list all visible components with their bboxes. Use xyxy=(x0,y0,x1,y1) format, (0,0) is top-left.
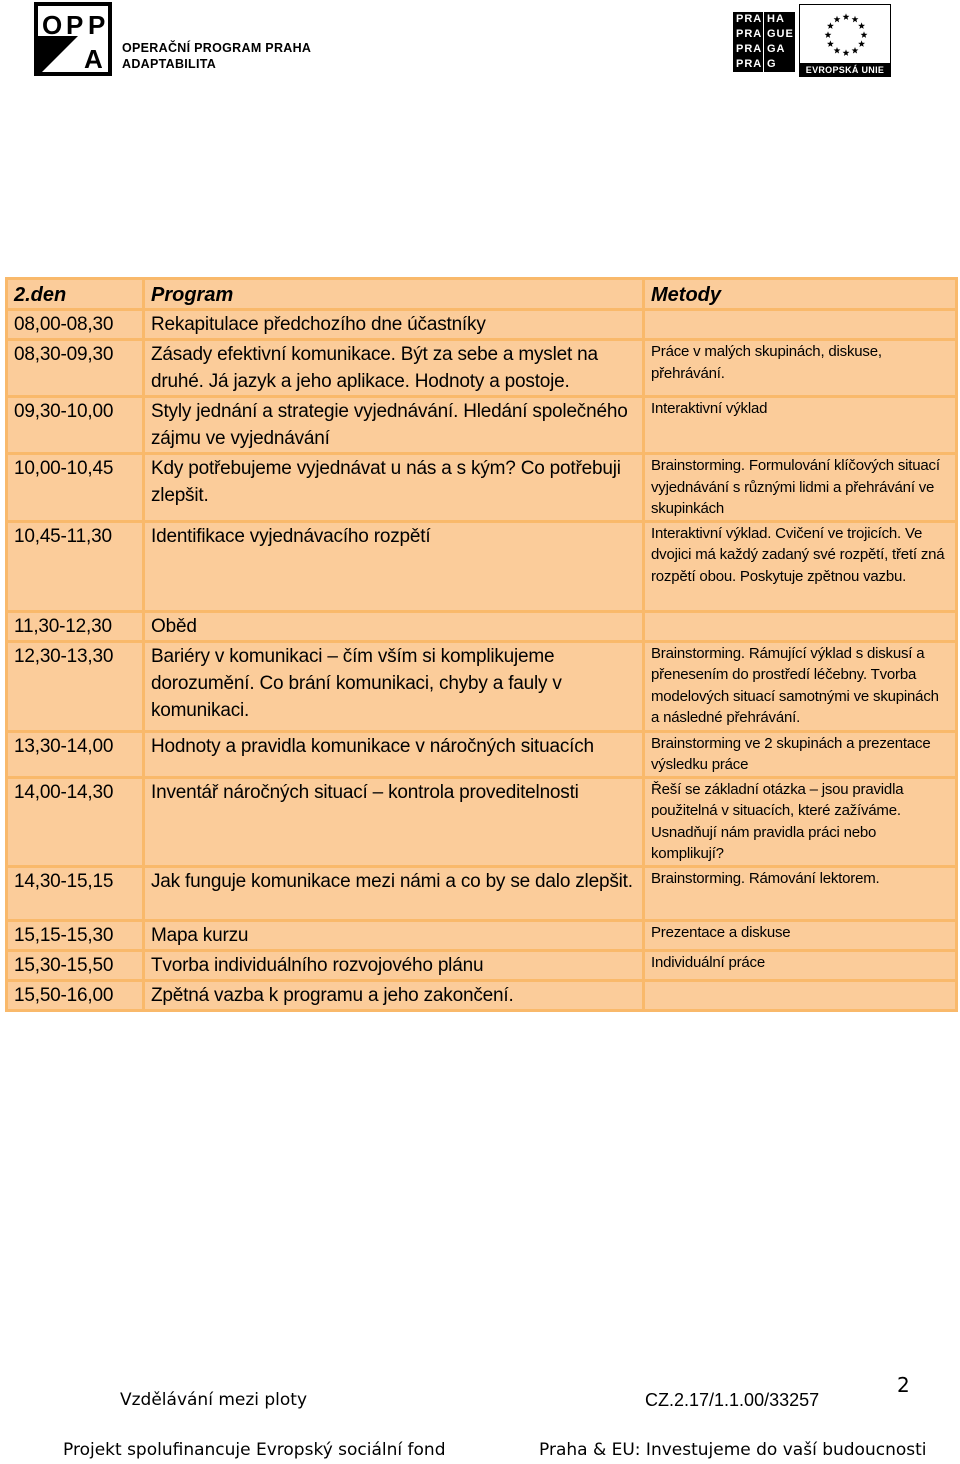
eu-star-icon xyxy=(827,40,834,47)
opp-logo-mark xyxy=(34,2,112,76)
schedule-program: Tvorba individuálního rozvojového plánu xyxy=(144,950,644,980)
opp-logo-triangle xyxy=(38,36,78,76)
opp-logo-letter: O xyxy=(42,10,64,40)
praha-logo-cell: HA xyxy=(767,13,785,25)
praha-logo-cell: GA xyxy=(767,43,786,55)
schedule-time: 10,00-10,45 xyxy=(7,454,144,522)
eu-label: EVROPSKÁ UNIE xyxy=(799,64,891,77)
schedule-program: Mapa kurzu xyxy=(144,920,644,950)
praha-logo xyxy=(733,12,795,72)
opp-logo-line2: ADAPTABILITA xyxy=(122,57,217,71)
schedule-row xyxy=(7,397,957,454)
opp-logo-line1: OPERAČNÍ PROGRAM PRAHA xyxy=(122,41,312,55)
schedule-method xyxy=(644,980,957,1010)
schedule-method xyxy=(644,310,957,340)
schedule-time: 14,00-14,30 xyxy=(7,777,144,866)
schedule-program: Bariéry v komunikaci – čím vším si komplikujeme dorozumění. Co brání komunikaci, chyby a fauly v komunikaci. xyxy=(144,641,644,731)
schedule-program: Rekapitulace předchozího dne účastníky xyxy=(144,310,644,340)
footer-project-code: CZ.2.17/1.1.00/33257 xyxy=(645,1390,820,1410)
header-methods: Metody xyxy=(644,279,957,310)
schedule-method: Řeší se základní otázka – jsou pravidla použitelná v situacích, které zažíváme. Usnadňují nám pravidla práci nebo komplikují? xyxy=(644,777,957,866)
schedule-row xyxy=(7,340,957,397)
schedule-method: Interaktivní výklad. Cvičení ve trojicích. Ve dvojici má každý zadaný své rozpětí, třetí zná rozpětí obou. Poskytuje zpětnou vazbu. xyxy=(644,521,957,611)
eu-logo xyxy=(799,4,891,76)
eu-stars-icon xyxy=(800,5,892,65)
schedule-time: 14,30-15,15 xyxy=(7,866,144,920)
praha-logo-cell: PRA xyxy=(736,13,763,25)
schedule-header-row xyxy=(7,279,957,310)
schedule-method: Práce v malých skupinách, diskuse, přehrávání. xyxy=(644,340,957,397)
schedule-program: Zpětná vazba k programu a jeho zakončení. xyxy=(144,980,644,1010)
eu-star-icon xyxy=(852,47,859,54)
eu-flag xyxy=(799,4,891,64)
eu-star-icon xyxy=(843,49,850,56)
schedule-time: 10,45-11,30 xyxy=(7,521,144,611)
page-number: 2 xyxy=(897,1373,910,1397)
praha-logo-row xyxy=(733,57,795,72)
schedule-row xyxy=(7,920,957,950)
opp-logo-letter: P xyxy=(66,10,85,40)
schedule-time: 12,30-13,30 xyxy=(7,641,144,731)
opp-logo-letter: P xyxy=(88,10,107,40)
schedule-method xyxy=(644,611,957,641)
schedule-program: Styly jednání a strategie vyjednávání. Hledání společného zájmu ve vyjednávání xyxy=(144,397,644,454)
praha-logo-cell: PRA xyxy=(736,58,763,70)
header-program: Program xyxy=(144,279,644,310)
eu-star-icon xyxy=(861,31,868,38)
schedule-time: 11,30-12,30 xyxy=(7,611,144,641)
opp-logo-letter: A xyxy=(84,44,104,74)
schedule-row xyxy=(7,950,957,980)
schedule-row xyxy=(7,777,957,866)
eu-star-icon xyxy=(843,13,850,20)
schedule-program: Inventář náročných situací – kontrola proveditelnosti xyxy=(144,777,644,866)
footer-cofinancing: Projekt spolufinancuje Evropský sociální fond xyxy=(63,1440,446,1460)
praha-logo-row xyxy=(733,27,795,42)
header-day: 2.den xyxy=(7,279,144,310)
schedule-row xyxy=(7,866,957,920)
schedule-row xyxy=(7,731,957,777)
schedule-row xyxy=(7,310,957,340)
eu-star-icon xyxy=(825,31,832,38)
schedule-program: Jak funguje komunikace mezi námi a co by se dalo zlepšit. xyxy=(144,866,644,920)
schedule-program: Zásady efektivní komunikace. Být za sebe a myslet na druhé. Já jazyk a jeho aplikace. Hodnoty a postoje. xyxy=(144,340,644,397)
schedule-row xyxy=(7,980,957,1010)
praha-logo-cell: GUE xyxy=(767,28,794,40)
schedule-table xyxy=(5,277,958,1012)
praha-logo-cell: G xyxy=(767,58,777,70)
schedule-program: Oběd xyxy=(144,611,644,641)
schedule-program: Identifikace vyjednávacího rozpětí xyxy=(144,521,644,611)
schedule-method: Individuální práce xyxy=(644,950,957,980)
schedule-program: Hodnoty a pravidla komunikace v náročných situacích xyxy=(144,731,644,777)
praha-logo-cell: PRA xyxy=(736,43,763,55)
schedule-row xyxy=(7,611,957,641)
footer-slogan: Praha & EU: Investujeme do vaší budoucnosti xyxy=(539,1440,927,1460)
schedule-method: Brainstorming. Rámování lektorem. xyxy=(644,866,957,920)
eu-star-icon xyxy=(852,16,859,23)
footer-project-name: Vzdělávání mezi ploty xyxy=(120,1390,308,1410)
schedule-program: Kdy potřebujeme vyjednávat u nás a s kým? Co potřebuji zlepšit. xyxy=(144,454,644,522)
eu-star-icon xyxy=(858,22,865,29)
opp-adaptabilita-logo xyxy=(34,2,324,82)
schedule-method: Prezentace a diskuse xyxy=(644,920,957,950)
praha-logo-cell: PRA xyxy=(736,28,763,40)
schedule-time: 15,30-15,50 xyxy=(7,950,144,980)
schedule-method: Brainstorming. Formulování klíčových situací vyjednávání s různými lidmi a přehrávání ve skupinkách xyxy=(644,454,957,522)
schedule-time: 15,50-16,00 xyxy=(7,980,144,1010)
schedule-row xyxy=(7,521,957,611)
schedule-time: 13,30-14,00 xyxy=(7,731,144,777)
eu-star-icon xyxy=(834,16,841,23)
schedule-row xyxy=(7,454,957,522)
schedule-method: Interaktivní výklad xyxy=(644,397,957,454)
schedule-time: 08,30-09,30 xyxy=(7,340,144,397)
schedule-time: 08,00-08,30 xyxy=(7,310,144,340)
praha-logo-row xyxy=(733,42,795,57)
eu-star-icon xyxy=(827,22,834,29)
opp-logo-text xyxy=(122,40,311,72)
schedule-time: 09,30-10,00 xyxy=(7,397,144,454)
praha-logo-row xyxy=(733,12,795,27)
schedule-method: Brainstorming ve 2 skupinách a prezentace výsledku práce xyxy=(644,731,957,777)
schedule-row xyxy=(7,641,957,731)
schedule-method: Brainstorming. Rámující výklad s diskusí a přenesením do prostředí léčebny. Tvorba modelových situací samotnými ve skupinách a následné přehrávání. xyxy=(644,641,957,731)
eu-star-icon xyxy=(858,40,865,47)
schedule-time: 15,15-15,30 xyxy=(7,920,144,950)
eu-star-icon xyxy=(834,47,841,54)
